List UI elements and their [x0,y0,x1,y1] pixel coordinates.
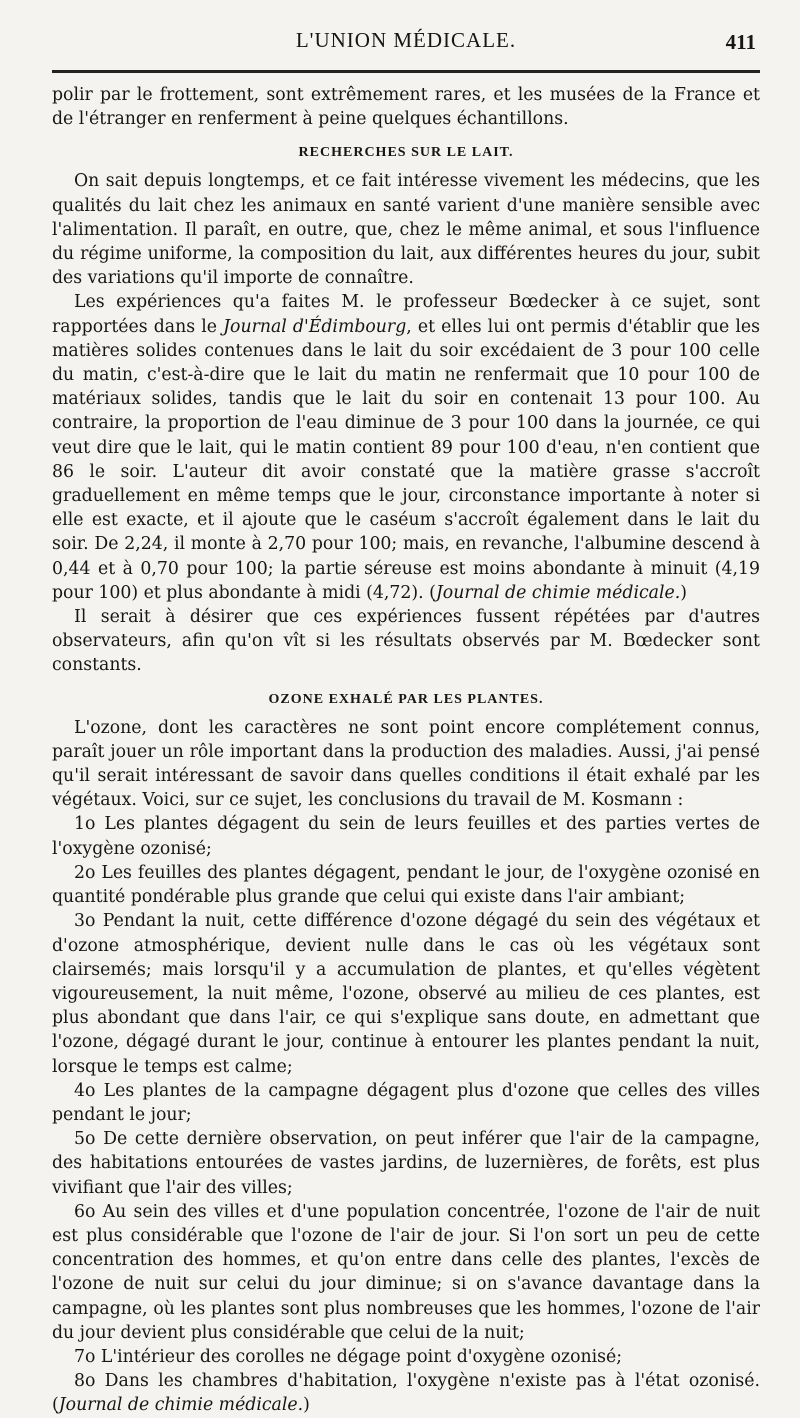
section-title-ozone: OZONE EXHALÉ PAR LES PLANTES. [268,691,544,707]
section-title-lait: RECHERCHES SUR LE LAIT. [298,145,514,161]
page-header [52,22,760,62]
lait-paragraph-1: On sait depuis longtemps, et ce fait intéresse vivement les médecins, que les qualités du lait chez les animaux en santé varient d'une manière sensible avec l'alimentation. Il paraît, en outre, que, chez le même animal, et sous l'influence du régime uniforme, la composition du lait, aux différentes heures du jour, subit des variations qu'il importe de connaître. [52,171,760,289]
lait-source: Journal de chimie médicale. [435,582,681,603]
ozone-item-5: 5o De cette dernière observation, on peut inférer que l'air de la campagne, des habitations entourées de vastes jardins, de luzernières, de forêts, est plus vivifiant que l'air des villes; [52,1129,760,1198]
intro-paragraph: polir par le frottement, sont extrêmement rares, et les musées de la France et de l'étranger en renferment à peine quelques échantillons. [52,85,760,130]
ozone-item-8 [52,1369,760,1417]
header-rule [52,70,760,73]
ozone-source: Journal de chimie médicale. [58,1395,304,1416]
lait-p2-text-a: Les expériences qu'a faites M. le professeur Bœdecker à ce sujet, sont rapportées dans le [52,292,760,337]
page-number: 411 [725,30,756,54]
ozone-item-6: 6o Au sein des villes et d'une population concentrée, l'ozone de l'air de nuit est plus considérable que l'ozone de l'air de jour. Si l'on sort un peu de cette concentration des hommes, et qu'on entre dans celle des plantes, l'excès de l'ozone de nuit sur celui du jour diminue; si on s'avance davantage dans la campagne, où les plantes sont plus nombreuses que les hommes, l'ozone de l'air du jour devient plus considérable que celui de la nuit; [52,1201,760,1343]
ozone-item-4: 4o Les plantes de la campagne dégagent plus d'ozone que celles des villes pendant le jour; [52,1080,760,1125]
lait-paragraph-3: Il serait à désirer que ces expériences fussent répétées par d'autres observateurs, afin qu'on vît si les résultats observés par M. Bœdecker sont constants. [52,607,760,676]
ozone-item-3: 3o Pendant la nuit, cette différence d'ozone dégagé du sein des végétaux et d'ozone atmosphérique, devient nulle dans le cas où les végétaux sont clairsemés; mais lorsqu'il y a accumulation de plantes, et qu'elles végètent vigoureusement, la nuit même, l'ozone, observé au milieu de ces plantes, est plus abondant que dans l'air, ce qui s'explique sans doute, en admettant que l'ozone, dégagé durant le jour, continue à entourer les plantes pendant la nuit, lorsque le temps est calme; [52,911,760,1077]
journal-edimbourg: Journal d'Édimbourg [223,316,407,337]
running-title: L'UNION MÉDICALE. [295,28,517,52]
lait-p2-text-b: , et elles lui ont permis d'établir que les matières solides contenues dans le lait du soir excédaient de 3 pour 100 celle du matin, c'est-à-dire que le lait du matin ne renfermait que 10 pour 100 de matériaux solides, tandis que le lait du soir en contenait 13 pour 100. Au contraire, la proportion de l'eau diminue de 3 pour 100 dans la journée, ce qui veut dire que le lait, qui le matin contient 89 pour 100 d'eau, n'en contient que 86 le soir. L'auteur dit avoir constaté que la matière grasse s'accroît graduellement en même temps que le jour, circonstance importante à noter si elle est exacte, et il ajoute que le caséum s'accroît également dans le lait du soir. De 2,24, il monte à 2,70 pour 100; mais, en revanche, l'albumine descend à 0,44 et à 0,70 pour 100; la partie séreuse est moins abondante à minuit (4,19 pour 100) et plus abondante à midi (4,72). ( [52,316,761,603]
ozone-item-8-close: ) [303,1395,310,1416]
ozone-item-7: 7o L'intérieur des corolles ne dégage point d'oxygène ozonisé; [74,1346,623,1367]
lait-paragraph-2 [52,290,760,605]
ozone-item-2: 2o Les feuilles des plantes dégagent, pendant le jour, de l'oxygène ozonisé en quantité pondérable plus grande que celui qui existe dans l'air ambiant; [52,862,760,908]
ozone-item-1: 1o Les plantes dégagent du sein de leurs feuilles et des parties vertes de l'oxygène ozonisé; [52,814,760,859]
ozone-paragraph-1: L'ozone, dont les caractères ne sont point encore complétement connus, paraît jouer un rôle important dans la production des maladies. Aussi, j'ai pensé qu'il serait intéressant de savoir dans quelles conditions il était exhalé par les végétaux. Voici, sur ce sujet, les conclusions du travail de M. Kosmann : [52,717,760,811]
lait-p2-text-c: ) [680,582,687,603]
ozone-item-8-text: 8o Dans les chambres d'habitation, l'oxygène n'existe pas à l'état ozonisé. ( [52,1371,760,1416]
